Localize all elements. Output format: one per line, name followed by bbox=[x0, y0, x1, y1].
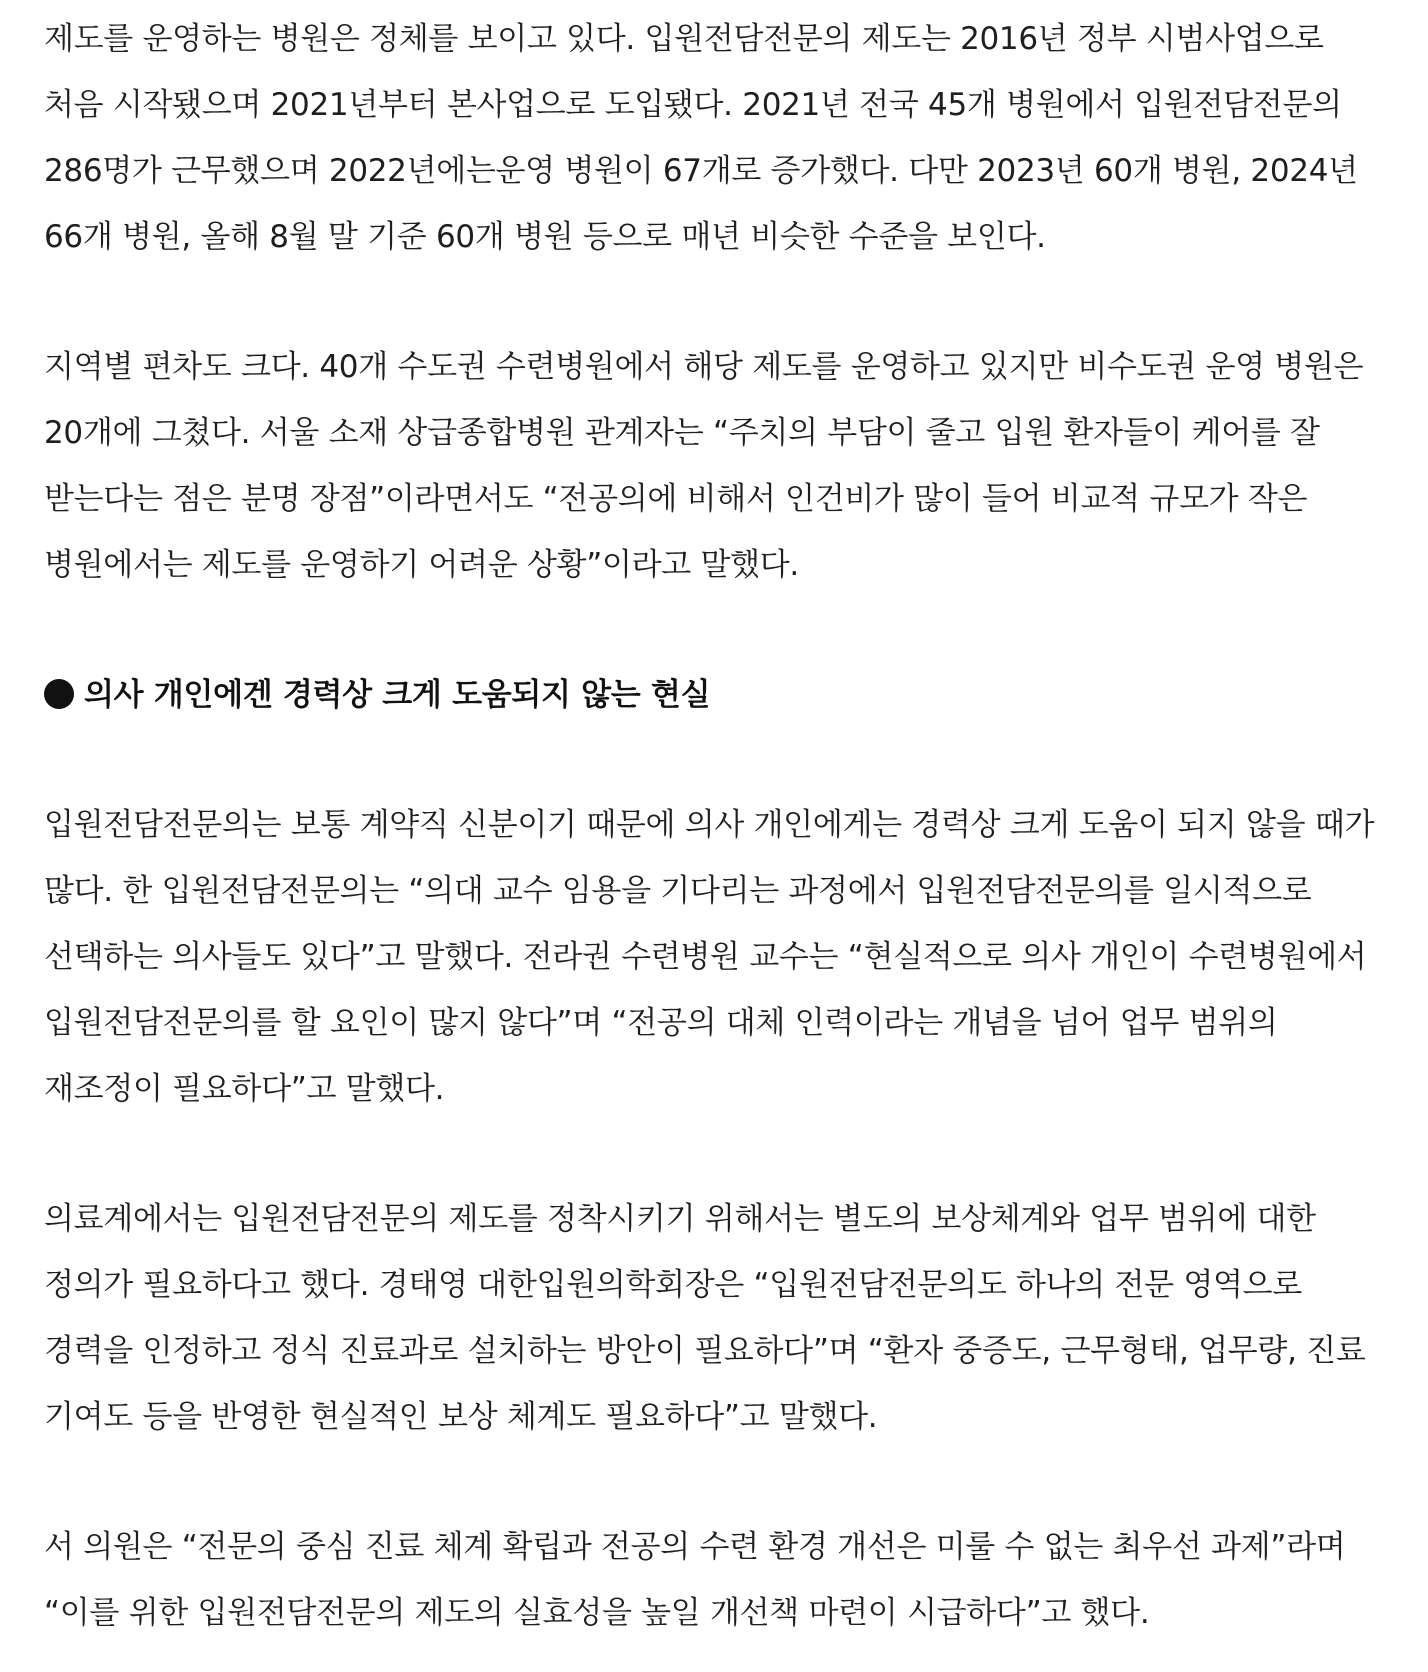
section-subheading bbox=[44, 662, 1388, 728]
subheading-text: 의사 개인에겐 경력상 크게 도움되지 않는 현실 bbox=[84, 677, 711, 713]
paragraph-regional-gap: 지역별 편차도 크다. 40개 수도권 수련병원에서 해당 제도를 운영하고 있지만 비수도권 운영 병원은 20개에 그쳤다. 서울 소재 상급종합병원 관계자는 “주치의 부담이 줄고 입원 환자들이 케어를 잘 받는다는 점은 분명 장점”이라면서도 “전공의에 비해서 인건비가 많이 들어 비교적 규모가 작은 병원에서는 제도를 운영하기 어려운 상황”이라고 말했다. bbox=[44, 349, 1364, 583]
paragraph-lawmaker-quote: 서 의원은 “전문의 중심 진료 체계 확립과 전공의 수련 환경 개선은 미룰 수 없는 최우선 과제”라며 “이를 위한 입원전담전문의 제도의 실효성을 높일 개선책 마련이 시급하다”고 했다. bbox=[44, 1529, 1346, 1631]
paragraph-compensation: 의료계에서는 입원전담전문의 제도를 정착시키기 위해서는 별도의 보상체계와 업무 범위에 대한 정의가 필요하다고 했다. 경태영 대한입원의학회장은 “입원전담전문의도 하나의 전문 영역으로 경력을 인정하고 정식 진료과로 설치하는 방안이 필요하다”며 “환자 중증도, 근무형태, 업무량, 진료 기여도 등을 반영한 현실적인 보상 체계도 필요하다”고 말했다. bbox=[44, 1201, 1366, 1435]
bullet-circle-icon bbox=[44, 679, 74, 709]
paragraph-hospital-stagnation: 제도를 운영하는 병원은 정체를 보이고 있다. 입원전담전문의 제도는 2016년 정부 시범사업으로 처음 시작됐으며 2021년부터 본사업으로 도입됐다. 2021년 전국 45개 병원에서 입원전담전문의 286명가 근무했으며 2022년에는운영 병원이 67개로 증가했다. 다만 2023년 60개 병원, 2024년 66개 병원, 올해 8월 말 기준 60개 병원 등으로 매년 비슷한 수준을 보인다. bbox=[44, 21, 1358, 255]
paragraph-career-issue: 입원전담전문의는 보통 계약직 신분이기 때문에 의사 개인에게는 경력상 크게 도움이 되지 않을 때가 많다. 한 입원전담전문의는 “의대 교수 임용을 기다리는 과정에서 입원전담전문의를 일시적으로 선택하는 의사들도 있다”고 말했다. 전라권 수련병원 교수는 “현실적으로 의사 개인이 수련병원에서 입원전담전문의를 할 요인이 많지 않다”며 “전공의 대체 인력이라는 개념을 넘어 업무 범위의 재조정이 필요하다”고 말했다. bbox=[44, 807, 1375, 1107]
